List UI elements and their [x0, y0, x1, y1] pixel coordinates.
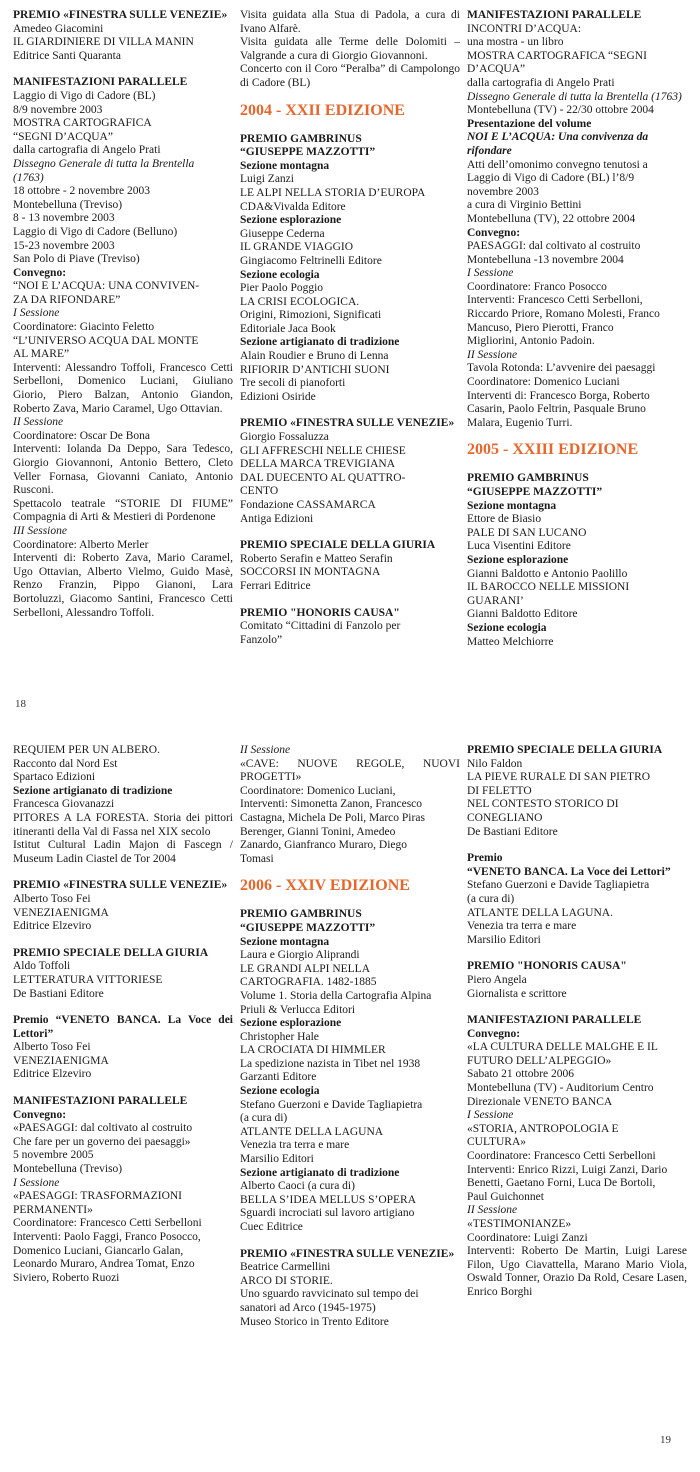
- text-line: Istitut Cultural Ladin Majon di Fascegn / Museum Ladin Ciastel de Tor 2004: [13, 839, 233, 865]
- session-label: I Sessione: [467, 1109, 514, 1122]
- text-line: Casarin, Paolo Feltrin, Pasquale Bruno: [467, 403, 646, 416]
- text-line: Giorgio Fossaluzza: [240, 431, 329, 444]
- text-line: Coordinatore: Francesco Cetti Serbelloni: [13, 1217, 202, 1230]
- session-label: I Sessione: [13, 307, 60, 320]
- section-heading: Convegno:: [13, 1108, 67, 1121]
- section-heading: PREMIO "HONORIS CAUSA": [240, 606, 400, 619]
- page-number: 18: [15, 698, 26, 710]
- text-line: Coordinatore: Luigi Zanzi: [467, 1231, 588, 1244]
- section-heading: PREMIO «FINESTRA SULLE VENEZIE»: [13, 879, 228, 892]
- text-line: MOSTRA CARTOGRAFICA “SEGNI: [467, 49, 647, 62]
- text-line: Alberto Toso Fei: [13, 1041, 91, 1054]
- text-line: Castagna, Michela De Poli, Marco Piras: [240, 811, 425, 824]
- text-line: Luca Visentini Editore: [467, 540, 571, 553]
- section-heading: “GIUSEPPE MAZZOTTI”: [240, 921, 376, 934]
- text-line: Alain Roudier e Bruno di Lenna: [240, 350, 389, 363]
- section-heading: “VENETO BANCA. La Voce dei Lettori”: [467, 865, 671, 878]
- section-heading: Sezione montagna: [240, 935, 330, 948]
- text-line: Domenico Luciani, Giancarlo Galan,: [13, 1244, 184, 1257]
- spacer: [467, 1001, 687, 1014]
- text-line: MOSTRA CARTOGRAFICA: [13, 117, 152, 130]
- session-label: II Sessione: [467, 348, 518, 361]
- text-line: Comitato “Cittadini di Fanzolo per: [240, 620, 401, 633]
- text-line: 8/9 novembre 2003: [13, 103, 103, 116]
- spacer: [240, 526, 460, 539]
- text-line: LA PIEVE RURALE DI SAN PIETRO: [467, 771, 651, 784]
- text-line: Tre secoli di pianoforti: [240, 377, 346, 390]
- section-heading: Sezione esplorazione: [240, 214, 342, 227]
- text-line: Priuli & Verlucca Editori: [240, 1003, 356, 1016]
- section-heading: Sezione artigianato di tradizione: [240, 336, 400, 349]
- session-label: I Sessione: [467, 267, 514, 280]
- text-line: Che fare per un governo dei paesaggi»: [13, 1135, 191, 1148]
- text-line: VENEZIAENIGMA: [13, 906, 109, 919]
- text-line: Uno sguardo ravvicinato sul tempo dei: [240, 1288, 419, 1301]
- text-line: Interventi: Enrico Rizzi, Luigi Zanzi, Dario: [467, 1163, 668, 1176]
- text-line: Coordinatore: Giacinto Feletto: [13, 321, 155, 334]
- text-line: Alberto Toso Fei: [13, 892, 91, 905]
- text-line: RIFIORIR D’ANTICHI SUONI: [240, 363, 390, 376]
- text-line: Laggio di Vigo di Cadore (BL) l’8/9: [467, 172, 635, 185]
- section-heading: PREMIO GAMBRINUS: [467, 472, 589, 485]
- text-line: Migliorini, Antonio Padoin.: [467, 335, 595, 348]
- text-line: La spedizione nazista in Tibet nel 1938: [240, 1057, 421, 1070]
- text-line: LETTERATURA VITTORIESE: [13, 973, 163, 986]
- edition-heading: 2004 - XXII EDIZIONE: [240, 101, 405, 119]
- text-line: una mostra - un libro: [467, 36, 564, 49]
- text-line: Spartaco Edizioni: [13, 771, 96, 784]
- text-line: Ferrari Editrice: [240, 579, 311, 592]
- text-line: Coordinatore: Alberto Merler: [13, 538, 149, 551]
- section-heading: Sezione artigianato di tradizione: [240, 1166, 400, 1179]
- text-line: Visita guidata alle Terme delle Dolomiti – Valgrande a cura di Giorgio Giovannoni.: [240, 36, 460, 62]
- text-line: Fanzolo”: [240, 633, 283, 646]
- text-line: “SEGNI D’ACQUA”: [13, 130, 113, 143]
- text-line: Montebelluna (Treviso): [13, 1163, 123, 1176]
- text-line: NOI E L’ACQUA: Una convivenza da: [467, 131, 649, 144]
- text-line: Origini, Rimozioni, Significati: [240, 309, 382, 322]
- edition-heading: 2006 - XXIV EDIZIONE: [240, 877, 410, 895]
- text-line: Interventi: Paolo Faggi, Franco Posocco,: [13, 1231, 201, 1243]
- spacer: [240, 594, 460, 607]
- text-line: Atti dell’omonimo convegno tenutosi a: [467, 158, 648, 171]
- text-line: Racconto dal Nord Est: [13, 757, 118, 770]
- text-line: Venezia tra terra e mare: [467, 920, 577, 933]
- page-19: [0, 736, 700, 1472]
- section-heading: Sezione esplorazione: [467, 553, 569, 566]
- text-line: FUTURO DELL’ALPEGGIO»: [467, 1054, 612, 1067]
- text-line: «LA CULTURA DELLE MALGHE E IL: [467, 1041, 658, 1054]
- section-heading: MANIFESTAZIONI PARALLELE: [467, 9, 642, 21]
- text-line: Nilo Faldon: [467, 757, 523, 770]
- spacer: [13, 866, 233, 879]
- text-line: Benetti, Gaetano Forni, Luca De Bortoli,: [467, 1177, 656, 1190]
- section-heading: Premio “VENETO BANCA. La Voce dei Lettori”: [13, 1014, 233, 1040]
- section-heading: PREMIO SPECIALE DELLA GIURIA: [240, 539, 436, 552]
- text-line: GUARANI’: [467, 594, 524, 607]
- text-line: SOCCORSI IN MONTAGNA: [240, 566, 381, 579]
- session-label: II Sessione: [240, 744, 291, 756]
- text-line: Gingiacomo Feltrinelli Editore: [240, 254, 382, 267]
- page19-column-2: [240, 744, 460, 1329]
- text-line: Sabato 21 ottobre 2006: [467, 1068, 574, 1081]
- text-line: Laggio di Vigo di Cadore (BL): [13, 89, 156, 102]
- text-line: (a cura di): [467, 892, 515, 905]
- text-line: Montebelluna (TV) - 22/30 ottobre 2004: [467, 104, 654, 117]
- text-line: AL MARE”: [13, 348, 70, 361]
- text-line: sanatori ad Arco (1945-1975): [240, 1301, 376, 1314]
- text-line: Visita guidata alla Stua di Padola, a cura di Ivano Alfarè.: [240, 9, 460, 35]
- text-line: De Bastiani Editore: [13, 987, 104, 1000]
- text-line: «TESTIMONIANZE»: [467, 1218, 572, 1230]
- text-line: Venezia tra terra e mare: [240, 1139, 350, 1152]
- section-heading: MANIFESTAZIONI PARALLELE: [13, 1095, 188, 1108]
- text-line: Christopher Hale: [240, 1030, 319, 1043]
- page-number: 19: [660, 1434, 671, 1446]
- text-line: Editrice Elzeviro: [13, 1068, 92, 1081]
- session-label: Dissegno Generale di tutta la Brentella (1763): [467, 90, 682, 103]
- section-heading: PREMIO «FINESTRA SULLE VENEZIE»: [240, 1247, 455, 1260]
- text-line: IL GRANDE VIAGGIO: [240, 241, 354, 254]
- text-line: Spettacolo teatrale “STORIE DI FIUME” Compagnia di Arti & Mestieri di Pordenone: [13, 497, 233, 524]
- page19-column-3: [467, 744, 687, 1300]
- page18-column-1: [13, 9, 233, 620]
- section-heading: PREMIO GAMBRINUS: [240, 132, 362, 145]
- text-line: Luigi Zanzi: [240, 173, 294, 186]
- text-line: Giuseppe Cederna: [240, 227, 325, 240]
- text-line: Montebelluna (Treviso): [13, 198, 123, 211]
- text-line: Coordinatore: Domenico Luciani,: [240, 784, 396, 797]
- text-line: Interventi: Simonetta Zanon, Francesco: [240, 798, 423, 811]
- text-line: Museo Storico in Trento Editore: [240, 1315, 389, 1328]
- text-line: rifondare: [467, 144, 512, 157]
- text-line: 15-23 novembre 2003: [13, 239, 115, 252]
- text-line: Interventi di: Francesco Borga, Roberto: [467, 389, 650, 402]
- text-line: Interventi di: Roberto Zava, Mario Caramel, Ugo Ottavian, Alberto Vielmo, Guido Masè, Renzo Franzin, Pippo Gianoni, Lara Bortoluzzi, Giacomo Santini, Francesco Cetti Serbelloni, Alessandro Toffoli.: [13, 552, 233, 619]
- page-18: [0, 0, 700, 720]
- text-line: Ettore de Biasio: [467, 513, 542, 526]
- section-heading: Sezione ecologia: [240, 268, 320, 281]
- section-heading: MANIFESTAZIONI PARALLELE: [467, 1014, 642, 1027]
- text-line: Marsilio Editori: [467, 933, 541, 946]
- text-line: PALE DI SAN LUCANO: [467, 526, 587, 539]
- text-line: ATLANTE DELLA LAGUNA: [240, 1125, 384, 1138]
- text-line: NEL CONTESTO STORICO DI: [467, 798, 619, 811]
- text-line: PITORES A LA FORESTA. Storia dei pittori itineranti della Val di Fassa nel XIX secolo: [13, 811, 233, 838]
- session-label: II Sessione: [467, 1204, 518, 1217]
- section-heading: Premio: [467, 852, 503, 865]
- section-heading: PREMIO «FINESTRA SULLE VENEZIE»: [240, 417, 455, 430]
- page18-column-2: [240, 9, 460, 647]
- section-heading: PREMIO "HONORIS CAUSA": [467, 960, 627, 973]
- section-heading: Sezione ecologia: [467, 621, 547, 634]
- text-line: LE GRANDI ALPI NELLA: [240, 962, 370, 975]
- text-line: Roberto Serafin e Matteo Serafin: [240, 552, 393, 565]
- text-line: Sguardi incrociati sul lavoro artigiano: [240, 1207, 415, 1220]
- text-line: Laggio di Vigo di Cadore (Belluno): [13, 225, 178, 238]
- text-line: Aldo Toffoli: [13, 960, 71, 973]
- text-line: «PAESAGGI: TRASFORMAZIONI: [13, 1190, 183, 1203]
- text-line: Berenger, Gianni Tonini, Amedeo: [240, 825, 396, 838]
- session-label: II Sessione: [13, 416, 64, 429]
- spacer: [13, 63, 233, 76]
- section-heading: Sezione artigianato di tradizione: [13, 784, 173, 797]
- text-line: 18 ottobre - 2 novembre 2003: [13, 185, 151, 198]
- text-line: Tomasi: [240, 852, 274, 865]
- text-line: Alberto Caoci (a cura di): [240, 1180, 355, 1193]
- text-line: Paul Guichonnet: [467, 1190, 544, 1203]
- spacer: [13, 1001, 233, 1014]
- text-line: ATLANTE DELLA LAGUNA.: [467, 906, 613, 919]
- text-line: Piero Angela: [467, 973, 527, 986]
- text-line: PERMANENTI»: [13, 1203, 93, 1216]
- text-line: Fondazione CASSAMARCA: [240, 499, 376, 511]
- text-line: Mancuso, Piero Pierotti, Franco: [467, 321, 614, 334]
- session-label: I Sessione: [13, 1176, 60, 1189]
- section-heading: MANIFESTAZIONI PARALLELE: [13, 76, 188, 89]
- session-label: Dissegno Generale di tutta la Brentella: [13, 157, 195, 170]
- text-line: LE ALPI NELLA STORIA D’EUROPA: [240, 186, 426, 199]
- text-line: Editrice Santi Quaranta: [13, 49, 121, 62]
- text-line: IL GIARDINIERE DI VILLA MANIN: [13, 36, 194, 49]
- text-line: ARCO DI STORIE.: [240, 1274, 333, 1287]
- text-line: Francesca Giovanazzi: [13, 798, 115, 811]
- section-heading: PREMIO GAMBRINUS: [240, 908, 362, 921]
- session-label: (1763): [13, 171, 44, 184]
- text-line: Antiga Edizioni: [240, 512, 314, 525]
- text-line: Cuec Editrice: [240, 1221, 303, 1233]
- text-line: Montebelluna (TV) - Auditorium Centro: [467, 1082, 654, 1095]
- text-line: (a cura di): [240, 1112, 288, 1125]
- text-line: Coordinatore: Francesco Cetti Serbelloni: [467, 1150, 656, 1163]
- text-line: Malara, Eugenio Turri.: [467, 416, 573, 429]
- text-line: REQUIEM PER UN ALBERO.: [13, 744, 160, 756]
- text-line: CENTO: [240, 485, 279, 498]
- text-line: De Bastiani Editore: [467, 825, 558, 838]
- text-line: Interventi: Iolanda Da Deppo, Sara Tedesco, Giorgio Giovannoni, Antonio Bettero, Cleto Veller Fornasa, Giovanni Caniato, Antonio Rusconi.: [13, 443, 233, 497]
- text-line: Gianni Baldotto e Antonio Paolillo: [467, 567, 628, 580]
- text-line: Giornalista e scrittore: [467, 987, 567, 1000]
- section-heading: Sezione montagna: [467, 499, 557, 512]
- spacer: [13, 1082, 233, 1095]
- text-line: Tavola Rotonda: L’avvenire dei paesaggi: [467, 362, 656, 375]
- session-label: III Sessione: [13, 524, 67, 537]
- section-heading: Convegno:: [467, 1027, 521, 1040]
- text-line: LA CRISI ECOLOGICA.: [240, 295, 360, 308]
- text-line: Volume 1. Storia della Cartografia Alpina: [240, 989, 432, 1002]
- text-line: D’ACQUA”: [467, 63, 526, 76]
- text-line: Siviero, Roberto Ruozi: [13, 1271, 120, 1284]
- text-line: Concerto con il Coro “Peralba” di Campolongo di Cadore (BL): [240, 63, 460, 89]
- section-heading: “GIUSEPPE MAZZOTTI”: [467, 486, 603, 498]
- text-line: Interventi: Roberto De Martin, Luigi Larese Filon, Ugo Ciavattella, Marano Mario Viola, Oswald Tonner, Orazio Da Rold, Cesare Lasen, Enrico Borghi: [467, 1245, 687, 1298]
- edition-heading: 2005 - XXIII EDIZIONE: [467, 441, 639, 459]
- text-line: Coordinatore: Franco Posocco: [467, 280, 607, 293]
- section-heading: Sezione montagna: [240, 159, 330, 172]
- text-line: ZA DA RIFONDARE”: [13, 293, 121, 306]
- page18-column-3: [467, 9, 687, 649]
- text-line: CDA&Vivalda Editore: [240, 200, 346, 213]
- text-line: IL BAROCCO NELLE MISSIONI: [467, 581, 630, 594]
- text-line: Pier Paolo Poggio: [240, 282, 324, 295]
- text-line: LA CROCIATA DI HIMMLER: [240, 1044, 386, 1057]
- text-line: 5 novembre 2005: [13, 1149, 94, 1162]
- text-line: Beatrice Carmellini: [240, 1261, 331, 1274]
- spacer: [13, 934, 233, 947]
- text-line: DELLA MARCA TREVIGIANA: [240, 458, 396, 471]
- text-line: Riccardo Priore, Romano Molesti, Franco: [467, 308, 660, 321]
- spacer: [467, 839, 687, 852]
- text-line: Amedeo Giacomini: [13, 22, 104, 35]
- text-line: Matteo Melchiorre: [467, 635, 554, 648]
- section-heading: Presentazione del volume: [467, 117, 592, 130]
- text-line: Montebelluna (TV), 22 ottobre 2004: [467, 212, 636, 225]
- text-line: CONEGLIANO: [467, 811, 543, 824]
- text-line: Zanardo, Gianfranco Muraro, Diego: [240, 839, 408, 852]
- section-heading: PREMIO SPECIALE DELLA GIURIA: [467, 744, 663, 756]
- text-line: Garzanti Editore: [240, 1071, 317, 1084]
- text-line: Montebelluna -13 novembre 2004: [467, 253, 624, 266]
- text-line: PAESAGGI: dal coltivato al costruito: [467, 240, 641, 253]
- text-line: dalla cartografia di Angelo Prati: [13, 144, 161, 157]
- text-line: a cura di Virginio Bettini: [467, 199, 582, 212]
- text-line: GLI AFFRESCHI NELLE CHIESE: [240, 444, 406, 457]
- text-line: Interventi: Alessandro Toffoli, Francesco Cetti Serbelloni, Domenico Luciani, Giuliano Giorio, Piero Balzan, Antonio Giandon, Roberto Zava, Mario Caramel, Ugo Ottavian.: [13, 361, 233, 415]
- section-heading: Sezione esplorazione: [240, 1017, 342, 1030]
- text-line: Editoriale Jaca Book: [240, 322, 336, 335]
- spacer: [240, 1235, 460, 1248]
- text-line: 8 - 13 novembre 2003: [13, 212, 115, 225]
- text-line: “NOI E L’ACQUA: UNA CONVIVEN-: [13, 280, 200, 293]
- text-line: Stefano Guerzoni e Davide Tagliapietra: [240, 1098, 423, 1111]
- text-line: INCONTRI D’ACQUA:: [467, 22, 582, 35]
- text-line: BELLA S’IDEA MELLUS S’OPERA: [240, 1193, 417, 1206]
- text-line: DI FELETTO: [467, 784, 532, 797]
- page19-column-1: [13, 744, 233, 1285]
- text-line: Coordinatore: Domenico Luciani: [467, 376, 620, 389]
- text-line: «PAESAGGI: dal coltivato al costruito: [13, 1122, 193, 1135]
- text-line: CARTOGRAFIA. 1482-1885: [240, 976, 377, 989]
- text-line: Editrice Elzeviro: [13, 920, 92, 933]
- text-line: CULTURA»: [467, 1136, 526, 1149]
- text-line: Direzionale VENETO BANCA: [467, 1095, 613, 1108]
- text-line: Edizioni Osiride: [240, 390, 316, 403]
- text-line: DAL DUECENTO AL QUATTRO-: [240, 471, 406, 484]
- text-line: “L’UNIVERSO ACQUA DAL MONTE: [13, 334, 199, 347]
- text-line: Marsilio Editori: [240, 1153, 314, 1166]
- section-heading: Convegno:: [13, 266, 67, 279]
- text-line: Laura e Giorgio Aliprandi: [240, 949, 360, 962]
- text-line: VENEZIAENIGMA: [13, 1054, 109, 1067]
- section-heading: Sezione ecologia: [240, 1085, 320, 1098]
- section-heading: Convegno:: [467, 226, 521, 239]
- spacer: [467, 947, 687, 960]
- section-heading: “GIUSEPPE MAZZOTTI”: [240, 146, 376, 159]
- text-line: Gianni Baldotto Editore: [467, 608, 578, 621]
- spacer: [240, 404, 460, 417]
- text-line: Interventi: Francesco Cetti Serbelloni,: [467, 294, 643, 307]
- text-line: Stefano Guerzoni e Davide Tagliapietra: [467, 879, 650, 892]
- text-line: «STORIA, ANTROPOLOGIA E: [467, 1122, 619, 1135]
- section-heading: PREMIO SPECIALE DELLA GIURIA: [13, 946, 209, 959]
- text-line: San Polo di Piave (Treviso): [13, 253, 140, 266]
- text-line: dalla cartografia di Angelo Prati: [467, 76, 615, 89]
- text-line: Leonardo Muraro, Andrea Tomat, Enzo: [13, 1258, 195, 1271]
- text-line: novembre 2003: [467, 185, 539, 198]
- text-line: «CAVE: NUOVE REGOLE, NUOVI PROGETTI»: [240, 757, 460, 784]
- text-line: Coordinatore: Oscar De Bona: [13, 429, 151, 442]
- section-heading: PREMIO «FINESTRA SULLE VENEZIE»: [13, 9, 228, 21]
